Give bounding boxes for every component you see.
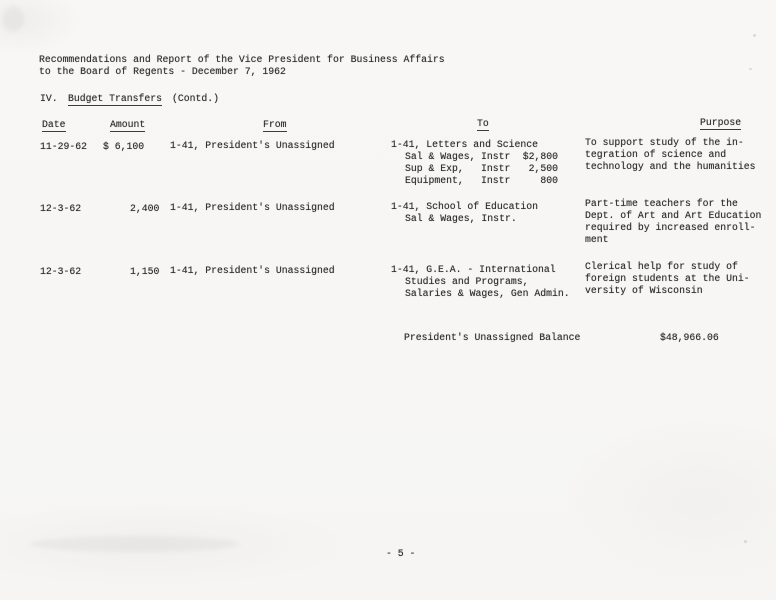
row1-date: 11-29-62 xyxy=(40,141,88,152)
scan-smudge xyxy=(30,536,240,552)
row3-from: 1-41, President's Unassigned xyxy=(170,265,335,276)
row1-to-detail-class: Instr xyxy=(481,151,511,162)
column-header-to: To xyxy=(477,118,489,129)
row1-to-detail-account: Equipment, xyxy=(405,175,464,186)
balance-label: President's Unassigned Balance xyxy=(404,332,581,343)
row1-from: 1-41, President's Unassigned xyxy=(170,140,335,151)
row3-to-line2: Studies and Programs, xyxy=(405,276,529,287)
scan-smudge xyxy=(2,6,24,32)
row2-to-line2: Sal & Wages, Instr. xyxy=(405,213,517,224)
scan-speck xyxy=(749,68,752,70)
row2-purpose-line: required by increased enroll- xyxy=(585,222,756,233)
row2-amount: 2,400 xyxy=(130,203,160,214)
scan-speck xyxy=(753,34,756,37)
row3-to-line1: 1-41, G.E.A. - International xyxy=(391,264,556,275)
row1-to-detail-account: Sup & Exp, xyxy=(405,163,464,174)
balance-value: $48,966.06 xyxy=(660,332,719,343)
row2-date: 12-3-62 xyxy=(40,203,82,214)
row3-purpose-line: Clerical help for study of xyxy=(585,261,738,272)
row3-to-line3: Salaries & Wages, Gen Admin. xyxy=(405,288,570,299)
row1-purpose-line: tegration of science and xyxy=(585,149,727,160)
section-title xyxy=(68,93,162,105)
row1-to-line1: 1-41, Letters and Science xyxy=(391,139,538,150)
row1-to-detail-class: Instr xyxy=(481,163,511,174)
column-header-from: From xyxy=(263,119,287,130)
row1-to-detail-value: 800 xyxy=(540,175,558,186)
column-header-date: Date xyxy=(42,119,66,130)
row3-amount: 1,150 xyxy=(130,266,160,277)
row3-date: 12-3-62 xyxy=(40,266,82,277)
report-title-line2: to the Board of Regents - December 7, 1962 xyxy=(39,66,286,77)
column-header-purpose: Purpose xyxy=(700,117,742,128)
row3-purpose-line: foreign students at the Uni- xyxy=(585,273,750,284)
section-note: (Contd.) xyxy=(172,93,220,104)
row1-to-detail-account: Sal & Wages, xyxy=(405,151,476,162)
row2-purpose-line: Part-time teachers for the xyxy=(585,198,738,209)
section-number: IV. xyxy=(40,93,58,104)
row1-amount: $ 6,100 xyxy=(103,141,145,152)
section-title-text: Budget Transfers xyxy=(68,93,163,104)
row3-purpose-line: versity of Wisconsin xyxy=(585,285,703,296)
row2-purpose-line: Dept. of Art and Art Education xyxy=(585,210,762,221)
row1-to-detail-value: 2,500 xyxy=(528,163,558,174)
report-title-line1: Recommendations and Report of the Vice President for Business Affairs xyxy=(39,54,445,65)
row1-to-detail-class: Instr xyxy=(481,175,511,186)
page-number: - 5 - xyxy=(386,548,416,559)
scan-speck xyxy=(744,540,747,543)
row1-to-detail-value: $2,800 xyxy=(522,151,558,162)
column-header-amount: Amount xyxy=(110,119,146,130)
row2-to-line1: 1-41, School of Education xyxy=(391,201,538,212)
row1-purpose-line: technology and the humanities xyxy=(585,161,756,172)
row2-from: 1-41, President's Unassigned xyxy=(170,202,335,213)
row1-purpose-line: To support study of the in- xyxy=(585,137,744,148)
row2-purpose-line: ment xyxy=(585,234,609,245)
